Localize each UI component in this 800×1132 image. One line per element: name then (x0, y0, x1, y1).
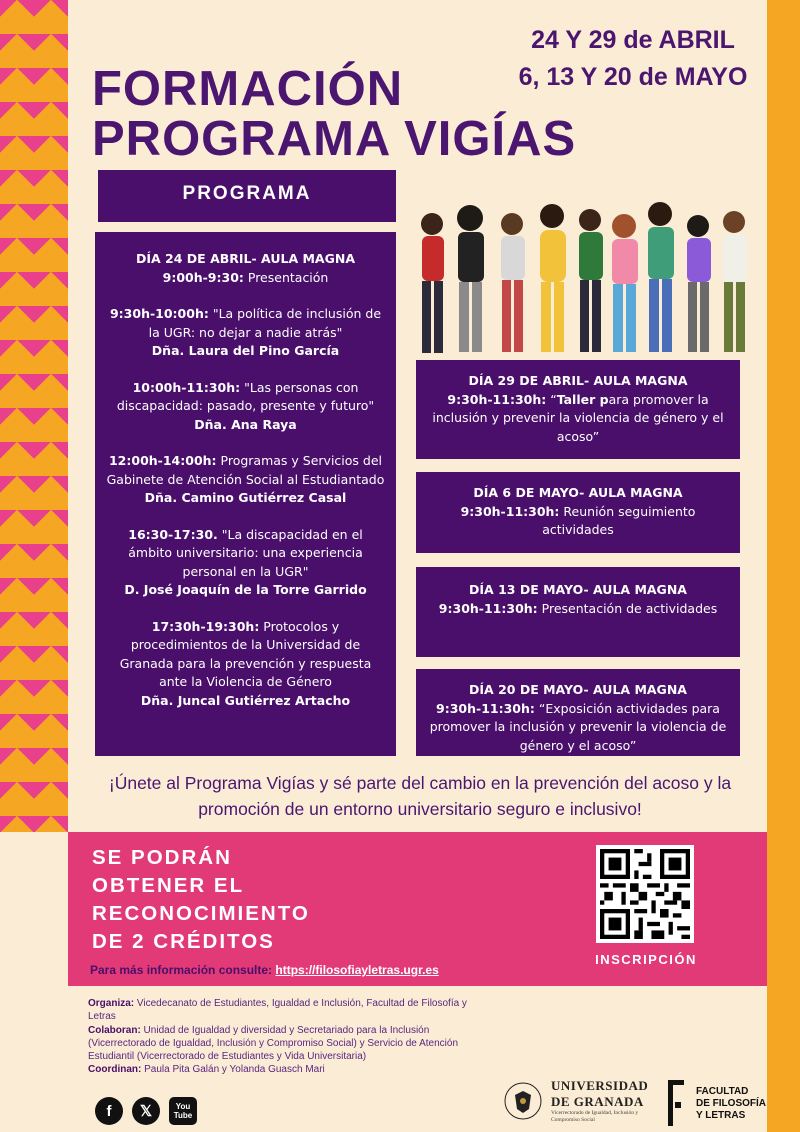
session-speaker: Dña. Camino Gutiérrez Casal (144, 490, 347, 505)
credits-line-4: DE 2 CRÉDITOS (92, 930, 275, 953)
credits-footer (88, 997, 478, 1077)
facebook-icon[interactable]: f (95, 1097, 123, 1125)
day-20-may-panel (416, 669, 740, 756)
ffl-logo-icon (668, 1080, 688, 1126)
dates-line-2: 6, 13 Y 20 de MAYO (518, 63, 748, 91)
day-29-april-panel (416, 360, 740, 459)
faculty-name-1: FACULTAD (696, 1086, 749, 1097)
session-text: "Las personas con discapacidad: pasado, presente y futuro" (116, 379, 375, 413)
title-line-2: PROGRAMA VIGÍAS (92, 112, 577, 166)
day1-heading-block (105, 250, 386, 287)
decorative-pattern-strip (0, 0, 68, 832)
organiza-label: Organiza: (88, 998, 135, 1009)
ugr-name-1: UNIVERSIDAD (551, 1078, 649, 1093)
session-text: “Exposición actividades para promover la inclusión y prevenir la violencia de género y el acoso” (429, 700, 727, 753)
session-text-bold: Taller p (556, 391, 609, 407)
day5-heading: DÍA 20 DE MAYO- AULA MAGNA (469, 682, 687, 697)
credits-notice (92, 844, 310, 956)
session-text: Reunión seguimiento actividades (542, 503, 696, 537)
credits-line-1: SE PODRÁN (92, 846, 232, 869)
session-time: 9:00h-9:30: (162, 269, 244, 285)
coordinan-text: Paula Pita Galán y Yolanda Guasch Mari (141, 1064, 325, 1076)
session-time: 12:00h-14:00h: (108, 453, 217, 468)
session-time: 9:30h-11:30h: (447, 391, 547, 407)
credits-line-2: OBTENER EL (92, 874, 245, 897)
session-speaker: Dña. Ana Raya (194, 416, 297, 432)
faculty-name (696, 1086, 766, 1122)
qr-code-graphic (600, 849, 690, 939)
session-text: Presentación de actividades (537, 600, 718, 616)
colaboran-text: Unidad de Igualdad y diversidad y Secretariado para la Inclusión (Vicerrectorado de Igualdad, Inclusión y Compromiso Social) y Servicio de Atención Estudiantil (Vicerrectorado de Estudiantes y Vida Universitaria) (88, 1024, 458, 1063)
youtube-icon-text-2: Tube (173, 1111, 193, 1120)
session-time: 9:30h-11:30h: (436, 700, 535, 716)
colaboran-line (88, 1024, 478, 1064)
ugr-text (551, 1078, 651, 1124)
session-time: 9:30h-10:00h: (109, 306, 209, 321)
inscripcion-label: INSCRIPCIÓN (595, 952, 697, 967)
day-6-may-panel (416, 472, 740, 553)
day4-heading: DÍA 13 DE MAYO- AULA MAGNA (469, 582, 687, 597)
session-time: 9:30h-11:30h: (460, 503, 560, 519)
session-speaker: Dña. Juncal Gutiérrez Artacho (140, 692, 351, 708)
session-text: Presentación (243, 269, 329, 285)
faculty-name-2: DE FILOSOFÍA (696, 1098, 766, 1109)
title-line-1: FORMACIÓN (92, 62, 404, 116)
organiza-line (88, 997, 478, 1024)
session-text: "La discapacidad en el ámbito universitario: una experiencia personal en la UGR" (128, 526, 363, 579)
session-text: "La política de inclusión de la UGR: no dejar a nadie atrás" (148, 306, 382, 340)
person-figures (421, 202, 747, 353)
session-time: 10:00h-11:30h: (132, 379, 241, 395)
session-text: Programas y Servicios del Gabinete de Atención Social al Estudiantado (106, 453, 385, 487)
ugr-subtitle: Vicerrectorado de Igualdad, Inclusión y Compromiso Social (551, 1110, 639, 1123)
credits-line-3: RECONOCIMIENTO (92, 902, 310, 925)
call-to-action-quote: ¡Únete al Programa Vigías y sé parte del cambio en la prevención del acoso y la promoción de un entorno universitario seguro e inclusivo! (108, 773, 732, 819)
more-info-label: Para más información consulte: (90, 963, 276, 977)
dates-line-1: 24 Y 29 de ABRIL (531, 26, 735, 54)
session-text: ara promover la inclusión y prevenir la violencia de género y el acoso” (432, 391, 724, 444)
day3-heading: DÍA 6 DE MAYO- AULA MAGNA (473, 485, 683, 500)
social-links (95, 1097, 197, 1125)
day2-heading: DÍA 29 DE ABRIL- AULA MAGNA (468, 373, 688, 388)
session-block (105, 618, 386, 711)
day1-heading: DÍA 24 DE ABRIL- AULA MAGNA (136, 251, 355, 266)
session-block (105, 526, 386, 600)
faculty-name-3: Y LETRAS (696, 1110, 746, 1121)
people-illustration (402, 196, 762, 356)
session-speaker: D. José Joaquín de la Torre Garrido (124, 582, 367, 597)
session-time: 17:30h-19:30h: (151, 618, 260, 634)
session-text-pre: “ (546, 391, 557, 407)
session-block (105, 452, 386, 508)
youtube-icon[interactable] (169, 1097, 197, 1125)
session-block (105, 379, 386, 435)
more-info (90, 963, 439, 977)
day-24-april-panel (95, 232, 396, 756)
ugr-name-2: DE GRANADA (551, 1094, 644, 1109)
organiza-text: Vicedecanato de Estudiantes, Igualdad e Inclusión, Facultad de Filosofía y Letras (88, 998, 467, 1023)
coordinan-label: Coordinan: (88, 1064, 142, 1076)
programa-heading: PROGRAMA (98, 170, 396, 222)
colaboran-label: Colaboran: (88, 1024, 141, 1036)
coordinan-line (88, 1063, 478, 1076)
youtube-icon-text-1: You (175, 1102, 191, 1111)
ugr-crest-icon (503, 1081, 543, 1121)
qr-code[interactable] (596, 845, 694, 943)
session-time: 9:30h-11:30h: (438, 600, 538, 616)
faculty-logo (668, 1080, 766, 1126)
session-block (105, 305, 386, 361)
x-icon[interactable]: 𝕏 (132, 1097, 160, 1125)
session-speaker: Dña. Laura del Pino García (151, 343, 340, 358)
session-text: Protocolos y procedimientos de la Universidad de Granada para la prevención y respuesta ante la Violencia de Género (119, 618, 372, 689)
faculty-website-link[interactable]: https://filosofiayletras.ugr.es (275, 963, 439, 977)
ugr-logo (503, 1078, 651, 1124)
day-13-may-panel (416, 567, 740, 657)
page-title (92, 64, 576, 164)
decorative-right-strip (767, 0, 800, 1132)
session-time: 16:30-17:30. (128, 526, 218, 542)
